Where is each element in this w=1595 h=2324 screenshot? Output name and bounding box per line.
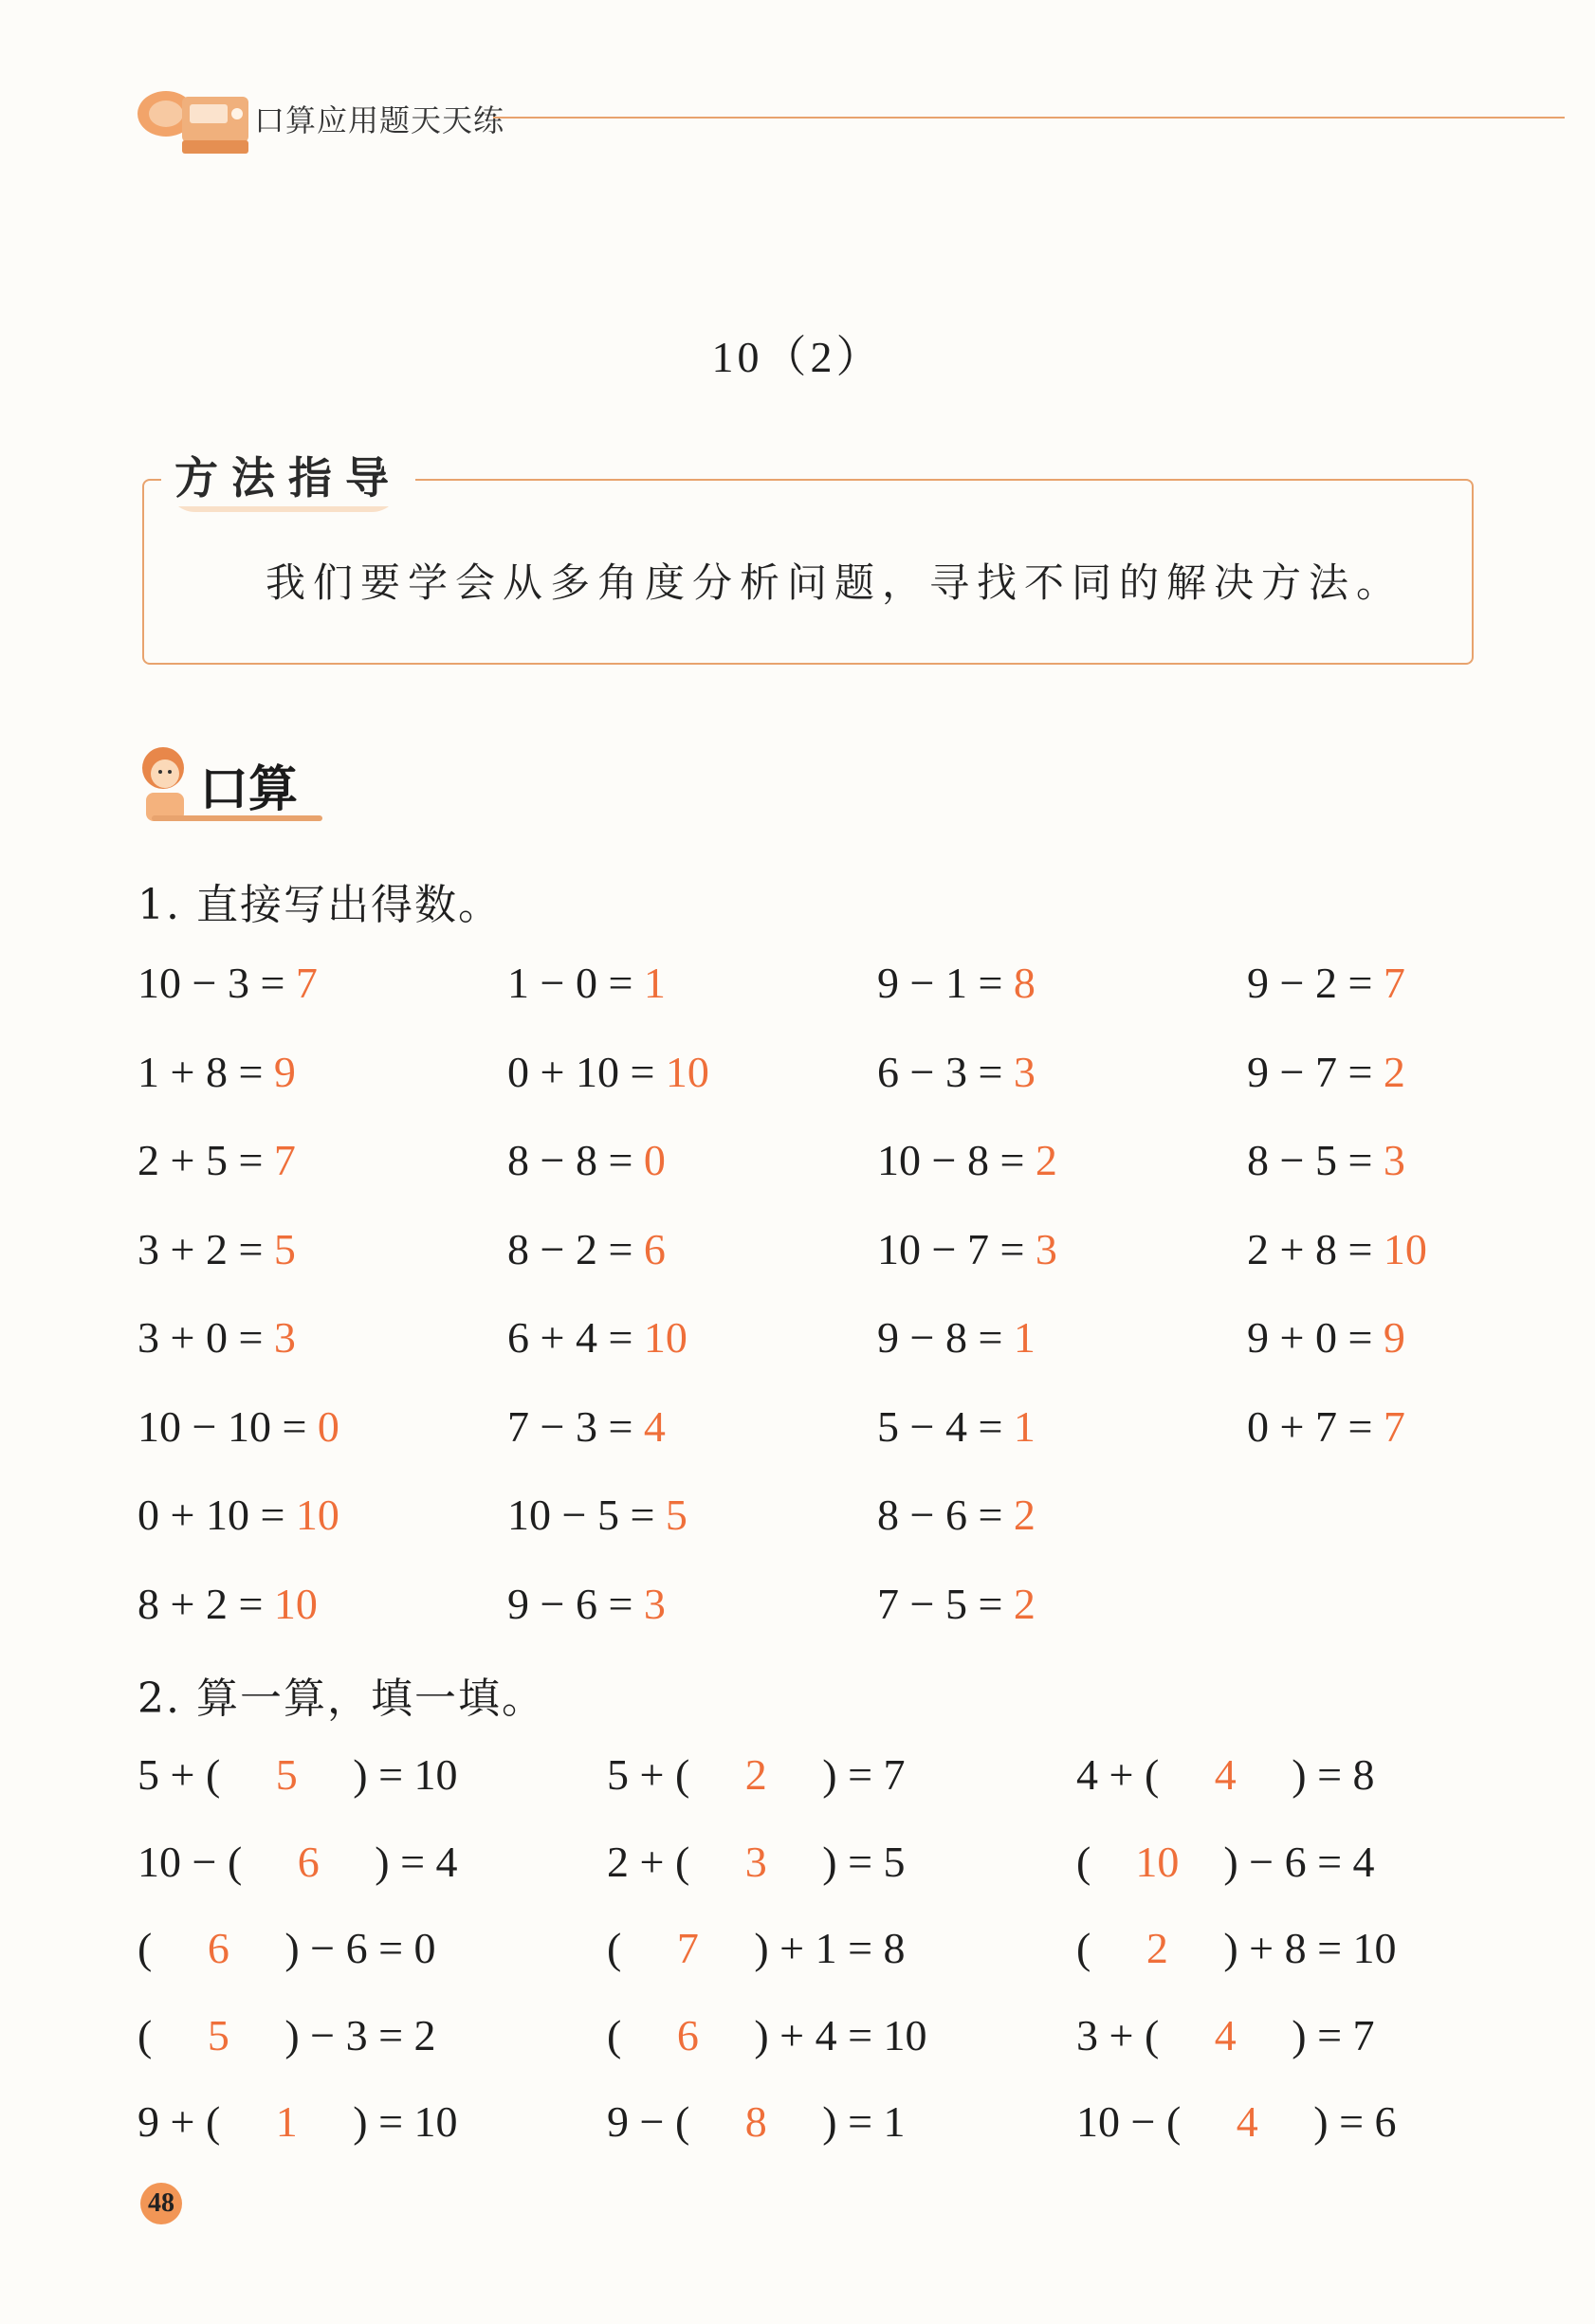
equation-row bbox=[877, 1579, 1036, 1629]
book-title: 口算应用题天天练 bbox=[254, 102, 505, 138]
equation-prefix: ( bbox=[1076, 1924, 1091, 1972]
answer-text: 7 bbox=[273, 1136, 296, 1184]
equation-suffix: ) = 7 bbox=[822, 1750, 906, 1799]
fill-in-equation-row bbox=[138, 1837, 458, 1887]
equation-suffix: ) − 3 = 2 bbox=[284, 2010, 436, 2059]
answer-text: 7 bbox=[1383, 959, 1405, 1007]
equation-row bbox=[877, 1490, 1036, 1540]
fill-in-equation-row bbox=[607, 1749, 906, 1800]
blank-answer: 4 bbox=[1236, 2097, 1258, 2146]
equation-prefix: ( bbox=[138, 2010, 153, 2059]
answer-text: 4 bbox=[643, 1401, 666, 1451]
equation-text: 0 + 10 = bbox=[138, 1491, 296, 1539]
equation-suffix: ) − 6 = 0 bbox=[284, 1924, 436, 1972]
blank-answer: 6 bbox=[676, 2010, 699, 2059]
equation-suffix: ) = 1 bbox=[822, 2097, 906, 2146]
page-number: 48 bbox=[140, 2183, 182, 2224]
blank-answer: 5 bbox=[275, 1750, 298, 1799]
answer-text: 2 bbox=[1013, 1579, 1036, 1628]
blank-answer: 8 bbox=[744, 2097, 767, 2146]
blank-answer: 5 bbox=[207, 2010, 229, 2059]
equation-text: 10 − 10 = bbox=[138, 1401, 318, 1451]
equation-prefix: 4 + ( bbox=[1076, 1750, 1160, 1799]
equation-row bbox=[1247, 1224, 1427, 1274]
answer-text: 3 bbox=[273, 1313, 296, 1362]
equation-text: 6 + 4 = bbox=[507, 1313, 644, 1362]
equation-row bbox=[138, 1224, 296, 1274]
equation-text: 5 − 4 = bbox=[877, 1401, 1014, 1451]
page-header bbox=[133, 66, 1565, 171]
fill-in-equation-row bbox=[607, 2096, 906, 2147]
answer-text: 2 bbox=[1035, 1136, 1057, 1184]
equation-text: 8 − 2 = bbox=[507, 1224, 644, 1273]
equation-row bbox=[877, 1047, 1036, 1097]
equation-prefix: ( bbox=[607, 1924, 622, 1972]
equation-suffix: ) = 10 bbox=[353, 1750, 458, 1799]
equation-text: 1 + 8 = bbox=[138, 1047, 274, 1096]
equation-row bbox=[507, 1312, 688, 1363]
equation-row bbox=[507, 1047, 709, 1097]
blank-answer: 10 bbox=[1135, 1837, 1180, 1886]
blank-answer: 3 bbox=[744, 1837, 767, 1886]
answer-text: 2 bbox=[1383, 1047, 1405, 1096]
equation-suffix: ) + 4 = 10 bbox=[754, 2010, 927, 2059]
answer-text: 0 bbox=[317, 1401, 339, 1451]
blank-answer: 6 bbox=[207, 1924, 229, 1972]
equation-suffix: ) = 4 bbox=[375, 1837, 458, 1886]
fill-in-equation-row bbox=[1076, 1749, 1375, 1800]
answer-text: 10 bbox=[665, 1047, 709, 1096]
equation-text: 2 + 8 = bbox=[1247, 1224, 1384, 1273]
equation-text: 9 + 0 = bbox=[1247, 1313, 1384, 1362]
fill-in-equation-row bbox=[607, 1837, 906, 1887]
fill-in-equation-row bbox=[1076, 2096, 1397, 2147]
equation-row bbox=[507, 1579, 666, 1629]
equation-prefix: 10 − ( bbox=[138, 1837, 243, 1886]
equation-row bbox=[138, 1135, 296, 1185]
answer-text: 9 bbox=[273, 1047, 296, 1096]
answer-text: 8 bbox=[1013, 959, 1036, 1007]
equation-row bbox=[1247, 1312, 1405, 1363]
answer-text: 3 bbox=[1383, 1136, 1405, 1184]
equation-row bbox=[507, 1401, 666, 1452]
equation-prefix: ( bbox=[138, 1924, 153, 1972]
equation-text: 0 + 7 = bbox=[1247, 1401, 1384, 1451]
answer-text: 7 bbox=[1383, 1401, 1405, 1451]
answer-text: 3 bbox=[1013, 1047, 1036, 1096]
equation-text: 3 + 0 = bbox=[138, 1313, 274, 1362]
fill-in-equation-row bbox=[1076, 1837, 1375, 1887]
equation-prefix: 9 − ( bbox=[607, 2097, 690, 2146]
answer-text: 2 bbox=[1013, 1491, 1036, 1539]
equation-text: 10 − 7 = bbox=[877, 1224, 1036, 1273]
equation-text: 2 + 5 = bbox=[138, 1136, 274, 1184]
answer-text: 1 bbox=[1013, 1401, 1036, 1451]
equation-row bbox=[138, 1312, 296, 1363]
equation-prefix: 10 − ( bbox=[1076, 2097, 1182, 2146]
blank-answer: 4 bbox=[1214, 2010, 1237, 2059]
equation-row bbox=[1247, 958, 1405, 1008]
equation-text: 7 − 3 = bbox=[507, 1401, 644, 1451]
answer-text: 5 bbox=[273, 1224, 296, 1273]
blank-answer: 6 bbox=[297, 1837, 320, 1886]
fill-in-equation-row bbox=[607, 2010, 927, 2060]
answer-text: 7 bbox=[295, 959, 318, 1007]
equation-suffix: ) = 10 bbox=[353, 2097, 458, 2146]
equation-suffix: ) = 6 bbox=[1313, 2097, 1397, 2146]
equation-row bbox=[507, 1135, 666, 1185]
answer-text: 5 bbox=[665, 1491, 688, 1539]
blank-answer: 1 bbox=[275, 2097, 298, 2146]
blank-answer: 7 bbox=[676, 1924, 699, 1972]
fill-in-equation-row bbox=[1076, 1923, 1397, 1973]
equation-text: 8 − 5 = bbox=[1247, 1136, 1384, 1184]
projector-icon bbox=[133, 76, 256, 166]
answer-text: 1 bbox=[1013, 1313, 1036, 1362]
answer-text: 10 bbox=[295, 1491, 339, 1539]
fill-in-equation-row bbox=[138, 2010, 436, 2060]
equation-suffix: ) + 8 = 10 bbox=[1223, 1924, 1397, 1972]
method-guide-label: 方法指导 bbox=[161, 444, 415, 506]
answer-text: 10 bbox=[643, 1313, 688, 1362]
equation-row bbox=[1247, 1135, 1405, 1185]
equation-row bbox=[1247, 1047, 1405, 1097]
lesson-title: 10（2） bbox=[711, 333, 884, 381]
equation-prefix: 2 + ( bbox=[607, 1837, 690, 1886]
section-heading: 口算 bbox=[199, 761, 299, 818]
equation-row bbox=[138, 1490, 339, 1540]
equation-row bbox=[877, 958, 1036, 1008]
equation-suffix: ) + 1 = 8 bbox=[754, 1924, 906, 1972]
equation-prefix: 9 + ( bbox=[138, 2097, 221, 2146]
header-divider bbox=[493, 117, 1565, 119]
equation-suffix: ) = 8 bbox=[1292, 1750, 1375, 1799]
answer-text: 0 bbox=[643, 1136, 666, 1184]
answer-text: 10 bbox=[1383, 1224, 1427, 1273]
equation-prefix: ( bbox=[607, 2010, 622, 2059]
equation-prefix: 5 + ( bbox=[138, 1750, 221, 1799]
equation-text: 7 − 5 = bbox=[877, 1579, 1014, 1628]
question-2-title: 2. 算一算，填一填。 bbox=[138, 1674, 545, 1723]
equation-text: 1 − 0 = bbox=[507, 959, 644, 1007]
equation-prefix: 3 + ( bbox=[1076, 2010, 1160, 2059]
equation-text: 8 − 8 = bbox=[507, 1136, 644, 1184]
fill-in-equation-row bbox=[138, 1749, 458, 1800]
equation-row bbox=[138, 1047, 296, 1097]
equation-text: 10 − 5 = bbox=[507, 1491, 666, 1539]
answer-text: 1 bbox=[643, 959, 666, 1007]
equation-text: 9 − 7 = bbox=[1247, 1047, 1384, 1096]
equation-row bbox=[877, 1135, 1057, 1185]
equation-row bbox=[507, 1490, 688, 1540]
equation-row bbox=[138, 1579, 318, 1629]
equation-text: 8 + 2 = bbox=[138, 1579, 274, 1628]
equation-text: 0 + 10 = bbox=[507, 1047, 666, 1096]
equation-text: 9 − 8 = bbox=[877, 1313, 1014, 1362]
equation-prefix: ( bbox=[1076, 1837, 1091, 1886]
equation-text: 3 + 2 = bbox=[138, 1224, 274, 1273]
equation-row bbox=[877, 1224, 1057, 1274]
fill-in-equation-row bbox=[138, 2096, 458, 2147]
answer-text: 10 bbox=[273, 1579, 318, 1628]
child-icon bbox=[133, 740, 199, 825]
equation-text: 10 − 3 = bbox=[138, 959, 296, 1007]
equation-suffix: ) = 5 bbox=[822, 1837, 906, 1886]
equation-row bbox=[507, 958, 666, 1008]
fill-in-equation-row bbox=[607, 1923, 906, 1973]
method-guide-text: 我们要学会从多角度分析问题，寻找不同的解决方法。 bbox=[266, 559, 1404, 606]
answer-text: 9 bbox=[1383, 1313, 1405, 1362]
fill-in-equation-row bbox=[138, 1923, 436, 1973]
answer-text: 3 bbox=[643, 1579, 666, 1628]
equation-text: 10 − 8 = bbox=[877, 1136, 1036, 1184]
answer-text: 6 bbox=[643, 1224, 666, 1273]
equation-suffix: ) − 6 = 4 bbox=[1223, 1837, 1375, 1886]
equation-row bbox=[507, 1224, 666, 1274]
equation-text: 9 − 2 = bbox=[1247, 959, 1384, 1007]
equation-text: 8 − 6 = bbox=[877, 1491, 1014, 1539]
equation-prefix: 5 + ( bbox=[607, 1750, 690, 1799]
blank-answer: 2 bbox=[744, 1750, 767, 1799]
equation-suffix: ) = 7 bbox=[1292, 2010, 1375, 2059]
question-1-title: 1. 直接写出得数。 bbox=[138, 881, 502, 929]
equation-row bbox=[138, 958, 318, 1008]
fill-in-equation-row bbox=[1076, 2010, 1375, 2060]
equation-row bbox=[138, 1401, 339, 1452]
equation-text: 9 − 1 = bbox=[877, 959, 1014, 1007]
equation-row bbox=[877, 1312, 1036, 1363]
equation-text: 6 − 3 = bbox=[877, 1047, 1014, 1096]
blank-answer: 4 bbox=[1214, 1750, 1237, 1799]
answer-text: 3 bbox=[1035, 1224, 1057, 1273]
equation-row bbox=[1247, 1401, 1405, 1452]
blank-answer: 2 bbox=[1146, 1924, 1168, 1972]
equation-text: 9 − 6 = bbox=[507, 1579, 644, 1628]
equation-row bbox=[877, 1401, 1036, 1452]
